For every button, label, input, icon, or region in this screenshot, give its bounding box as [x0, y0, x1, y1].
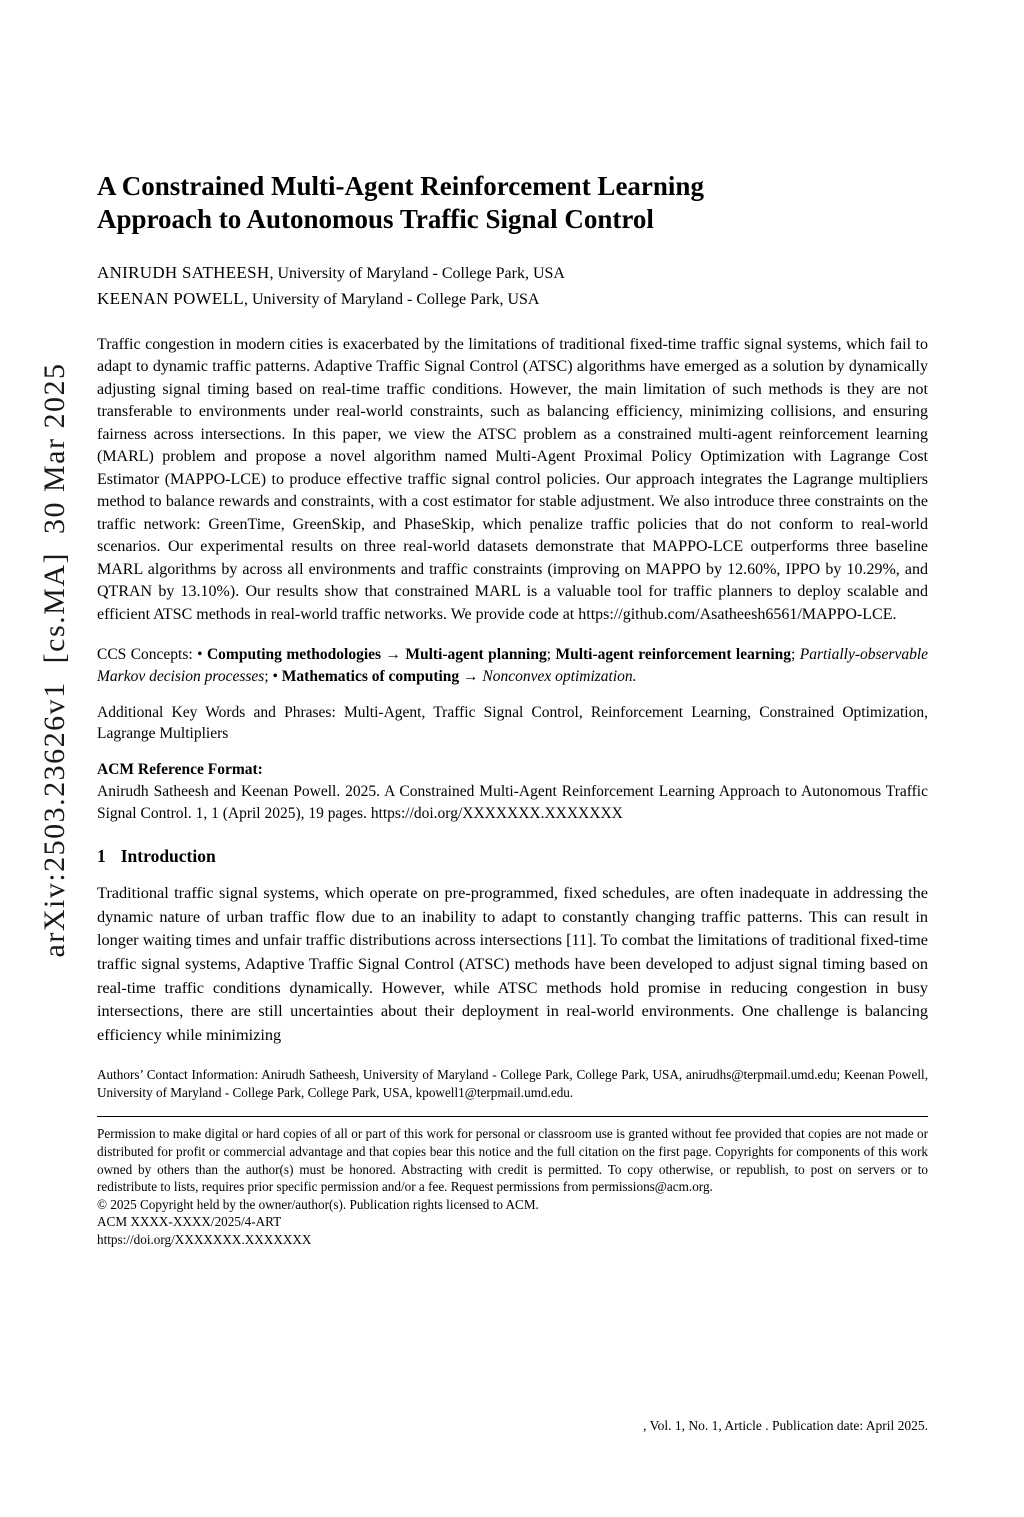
author-line: [97, 286, 928, 312]
ccs-concept: Multi-agent reinforcement learning: [555, 646, 792, 664]
ccs-arrow: →: [459, 668, 483, 686]
footnote-rule: [97, 1116, 928, 1117]
arxiv-stamp: arXiv:2503.23626v1 [cs.MA] 30 Mar 2025: [38, 362, 71, 958]
ccs-separator: ; •: [264, 668, 282, 686]
permission-notice: Permission to make digital or hard copies of all or part of this work for personal or classroom use is granted without fee provided that copies are not made or distributed for profit or commercial advantage and that copies bear this notice and the full citation on the first page. Copyrights for components of this work owned by others than the author(s) must be honored. Abstracting with credit is permitted. To copy otherwise, or republish, to post on servers or to redistribute to lists, requires prior specific permission and/or a fee. Request permissions from permissions@acm.org.: [97, 1126, 928, 1195]
abstract: [97, 334, 928, 627]
author-name: KEENAN POWELL: [97, 288, 244, 308]
author-affiliation: , University of Maryland - College Park, USA: [269, 264, 565, 282]
page-footer: , Vol. 1, No. 1, Article . Publication date: April 2025.: [643, 1418, 928, 1433]
section-heading-introduction: [97, 846, 928, 867]
doi-link[interactable]: https://doi.org/XXXXXXX.XXXXXXX: [370, 804, 623, 822]
doi-footer-link[interactable]: [97, 1231, 928, 1249]
abstract-text: Traffic congestion in modern cities is exacerbated by the limitations of traditional fixed-time traffic signal systems, which fail to adapt to dynamic traffic patterns. Adaptive Traffic Signal Control (ATSC) algorithms have emerged as a solution by dynamically adjusting signal timing based on real-time traffic conditions. However, the main limitation of such methods is they are not transferable to environments under real-world constraints, such as balancing efficiency, minimizing collisions, and ensuring fairness across intersections. In this paper, we view the ATSC problem as a constrained multi-agent reinforcement learning (MARL) problem and propose a novel algorithm named Multi-Agent Proximal Policy Optimization with Lagrange Cost Estimator (MAPPO-LCE) to produce effective traffic signal control policies. Our approach integrates the Lagrange multipliers method to balance rewards and constraints, with a cost estimator for stable adjustment. We also introduce three constraints on the traffic network: GreenTime, GreenSkip, and PhaseSkip, which penalize traffic policies that do not conform to real-world scenarios. Our experimental results on three real-world datasets demonstrate that MAPPO-LCE outperforms three baseline MARL algorithms by across all environments and traffic constraints (improving on MAPPO by 12.60%, IPPO by 10.29%, and QTRAN by 13.10%). Our results show that constrained MARL is a valuable tool for traffic planners to deploy scalable and efficient ATSC methods in real-world traffic networks. We provide code at: [97, 335, 928, 623]
author-affiliation: , University of Maryland - College Park, USA: [243, 290, 540, 308]
section-number: 1: [97, 846, 106, 867]
ccs-concept: Computing methodologies: [206, 646, 382, 664]
paper-title: A Constrained Multi-Agent Reinforcement Learning Approach to Autonomous Traffic Signal Control: [97, 171, 704, 234]
acm-reference-text: [97, 781, 928, 824]
acm-reference-citation: Anirudh Satheesh and Keenan Powell. 2025. A Constrained Multi-Agent Reinforcement Learning Approach to Autonomous Traffic Signal Control. 1, 1 (April 2025), 19 pages.: [97, 782, 928, 822]
acm-reference-heading: ACM Reference Format:: [97, 761, 263, 779]
authors-block: [97, 260, 928, 312]
intro-paragraph: Traditional traffic signal systems, which operate on pre-programmed, fixed schedules, are often inadequate in addressing the dynamic nature of urban traffic flow due to an inability to adapt to constantly changing traffic patterns. This can result in longer waiting times and unfair traffic distributions across intersections [11]. To combat the limitations of traditional fixed-time traffic signal systems, Adaptive Traffic Signal Control (ATSC) methods have been developed to adjust signal timing based on real-time traffic conditions dynamically. However, while ATSC methods hold promise in reducing congestion in busy intersections, there are still uncertainties about their deployment in real-world environments. One challenge is balancing efficiency while minimizing: [97, 883, 928, 1044]
ccs-concept: Nonconvex optimization.: [482, 668, 637, 686]
section-title: Introduction: [120, 846, 216, 867]
ccs-label: CCS Concepts: •: [97, 646, 207, 664]
acm-issn-line: ACM XXXX-XXXX/2025/4-ART: [97, 1214, 282, 1230]
footnotes: [97, 1066, 928, 1248]
ccs-concept: Partially-observable Markov decision processes: [97, 646, 929, 686]
ccs-concept: Mathematics of computing: [281, 668, 460, 686]
keywords: Additional Key Words and Phrases: Multi-Agent, Traffic Signal Control, Reinforcement Learning, Constrained Optimization, Lagrange Multipliers: [97, 703, 928, 743]
copyright-line: © 2025 Copyright held by the owner/author(s). Publication rights licensed to ACM.: [97, 1196, 539, 1212]
github-link[interactable]: https://github.com/Asatheesh6561/MAPPO-LCE: [578, 605, 893, 623]
author-name: ANIRUDH SATHEESH: [97, 262, 270, 282]
ccs-separator: ;: [546, 646, 556, 664]
paper-content: [97, 170, 928, 1249]
ccs-concept: Multi-agent planning: [405, 646, 547, 664]
contact-footnote: Authors’ Contact Information: Anirudh Satheesh, University of Maryland - College Park, College Park, USA, anirudhs@terpmail.umd.edu; Keenan Powell, University of Maryland - College Park, College Park, USA, kpowell1@terpmail.umd.edu.: [97, 1067, 928, 1101]
ccs-arrow: →: [381, 646, 406, 664]
author-line: [97, 260, 928, 286]
ccs-concepts: [97, 644, 928, 687]
ccs-separator: ;: [791, 646, 800, 664]
doi-link[interactable]: https://doi.org/XXXXXXX.XXXXXXX: [97, 1232, 312, 1248]
abstract-period: .: [892, 605, 897, 623]
